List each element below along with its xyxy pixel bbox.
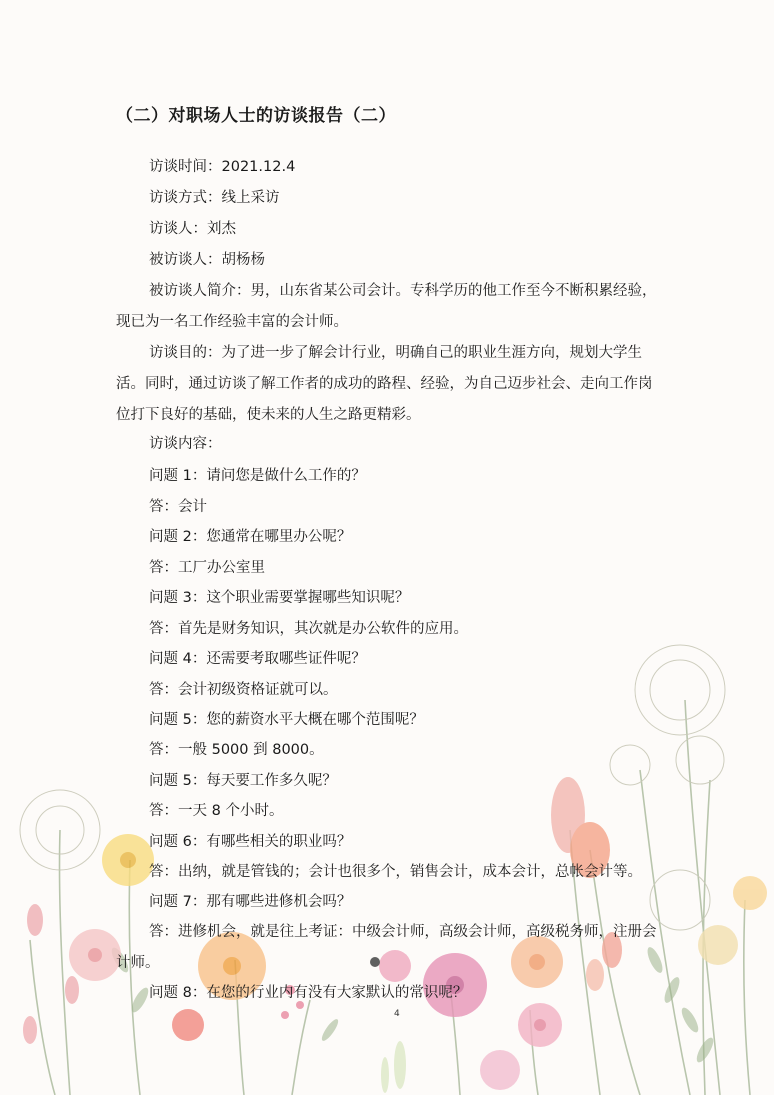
interview-time: 访谈时间：2021.12.4 <box>149 159 296 175</box>
interviewee-intro: 被访谈人简介：男，山东省某公司会计。专科学历的他工作至今不断积累经验，现已为一名工作经验丰富的会计师。 <box>116 283 657 330</box>
question-5: 问题 5：您的薪资水平大概在哪个范围呢？ <box>149 712 424 728</box>
question-2: 问题 2：您通常在哪里办公呢？ <box>149 529 352 545</box>
interviewer: 访谈人：刘杰 <box>149 221 236 237</box>
interview-purpose: 访谈目的：为了进一步了解会计行业，明确自己的职业生涯方向，规划大学生活。同时，通过访谈了解工作者的成功的路程、经验，为自己迈步社会、走向工作岗位打下良好的基础，使未来的人生之路更精彩。 <box>116 345 653 423</box>
question-4: 问题 4：还需要考取哪些证件呢？ <box>149 651 366 667</box>
interview-method: 访谈方式：线上采访 <box>149 190 280 206</box>
question-8: 问题 8：在您的行业内有没有大家默认的常识呢？ <box>149 985 468 1001</box>
question-1: 问题 1：请问您是做什么工作的？ <box>149 468 366 484</box>
answer-1: 答：会计 <box>149 499 207 515</box>
answer-7: 答：进修机会，就是往上考证：中级会计师，高级会计师，高级税务师，注册会计师。 <box>116 924 657 971</box>
page-number: 4 <box>394 1009 400 1019</box>
answer-4: 答：会计初级资格证就可以。 <box>149 682 338 698</box>
answer-2: 答：工厂办公室里 <box>149 560 265 576</box>
question-6: 问题 6：有哪些相关的职业吗？ <box>149 834 352 850</box>
question-5b: 问题 5：每天要工作多久呢？ <box>149 773 337 789</box>
answer-6: 答：出纳，就是管钱的；会计也很多个，销售会计，成本会计，总帐会计等。 <box>149 864 642 880</box>
interviewee: 被访谈人：胡杨杨 <box>149 252 265 268</box>
question-7: 问题 7：那有哪些进修机会吗？ <box>149 894 352 910</box>
answer-5b: 答：一天 8 个小时。 <box>149 803 284 819</box>
answer-5: 答：一般 5000 到 8000。 <box>149 742 324 758</box>
answer-3: 答：首先是财务知识，其次就是办公软件的应用。 <box>149 621 468 637</box>
question-3: 问题 3：这个职业需要掌握哪些知识呢？ <box>149 590 410 606</box>
document-title: （二）对职场人士的访谈报告（二） <box>116 106 396 126</box>
content-label: 访谈内容： <box>149 436 222 452</box>
